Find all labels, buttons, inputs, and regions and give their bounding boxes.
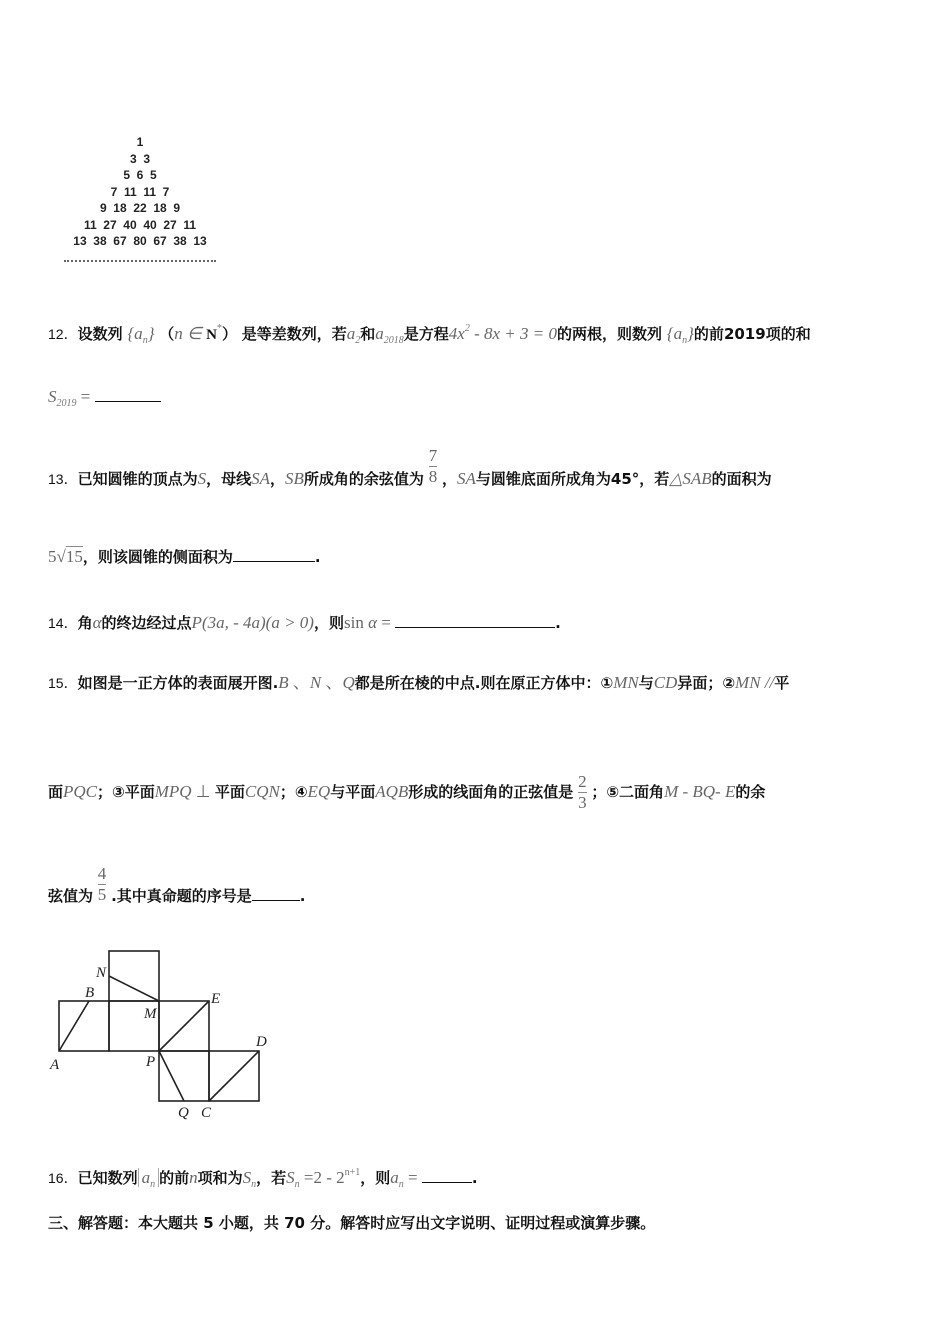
label-C: C [201,1105,212,1121]
label-B: B [85,985,95,1001]
question-13: 13．已知圆锥的顶点为S，母线SA，SB所成角的余弦值为 $\frac{7}{8}$ ，SA与圆锥底面所成角为45°，若△SAB的面积为 [48,446,772,488]
triangle-row: 1 [136,135,144,149]
question-13-cont: 5√15，则该圆锥的侧面积为 . [48,547,321,566]
question-15: 15．如图是一正方体的表面展开图.B 、N 、Q都是所在棱的中点.则在原正方体中：①MN与CD异面；②MN //平 [48,673,790,692]
label-A: A [50,1057,60,1073]
fraction-4-5: $\frac{4}{5}$ [97,864,107,904]
cube-net-figure [44,945,284,1125]
segment-AB [59,1001,89,1051]
segment-PQ [159,1051,184,1101]
number-triangle-figure [60,134,220,250]
fraction-7-8: $\frac{7}{8}$ [428,446,438,486]
triangle-row: 3 3 [129,151,150,166]
question-15-cont-2: 弦值为 $\frac{4}{5}$ .其中真命题的序号是 . [48,864,306,905]
question-15-cont-1: 面PQC；③平面MPQ ⊥ 平面CQN；④EQ与平面AQB形成的线面角的正弦值是 $\frac{2}{3}$ ；⑤二面角M - BQ- E的余 [48,772,766,812]
section-3-heading: 三、解答题：本大题共 5 小题，共 70 分。解答时应写出文字说明、证明过程或演算步骤。 [48,1214,656,1232]
equation: $4x^2 - 8x + 3 = 0$ [448,323,557,343]
segment-PE [159,1001,209,1051]
label-D: D [256,1034,267,1050]
question-12-answer: $S_{2019}$ = [48,386,161,415]
triangle-row: 9 18 22 18 9 [99,201,181,215]
label-E: E [211,991,221,1007]
question-16: 16．已知数列 $a_n$ 的前n项和为$S_n$，若$S_n =2 - 2^{n+1}$，则$a_n$ = . [48,1167,478,1190]
question-14: 14．角α的终边经过点P(3a, - 4a)(a > 0)，则sin α = . [48,613,561,632]
answer-blank[interactable] [395,613,555,628]
triangle-row: 11 27 40 40 27 11 [83,217,197,232]
label-M: M [144,1006,157,1022]
segment-NM [109,976,159,1001]
net-square-bottom-left [159,1051,209,1101]
label-N: N [96,965,107,981]
triangle-row: 7 11 11 7 [110,184,170,199]
segment-CD [209,1051,259,1101]
answer-blank[interactable] [95,387,161,402]
question-12: 12．设数列 $\{a_n\}$ （n ∈ N*） 是等差数列，若$a_2$和$a_{2018}$是方程$4x^2 - 8x + 3 = 0$的两根，则数列 $\{a_n\}$的前2019项的和 [48,323,811,346]
label-P: P [146,1054,156,1070]
sequence-an: $\{a_n\}$ [127,324,155,346]
fraction-2-3: $\frac{2}{3}$ [578,772,587,812]
answer-blank[interactable] [252,886,300,901]
triangle-row: 13 38 67 80 67 38 13 [73,234,207,248]
dotted-divider [64,260,216,262]
answer-blank[interactable] [233,547,315,562]
label-Q: Q [178,1105,189,1121]
triangle-row: 5 6 5 [123,168,157,182]
answer-blank[interactable] [422,1168,472,1183]
net-square-top [109,951,159,1001]
